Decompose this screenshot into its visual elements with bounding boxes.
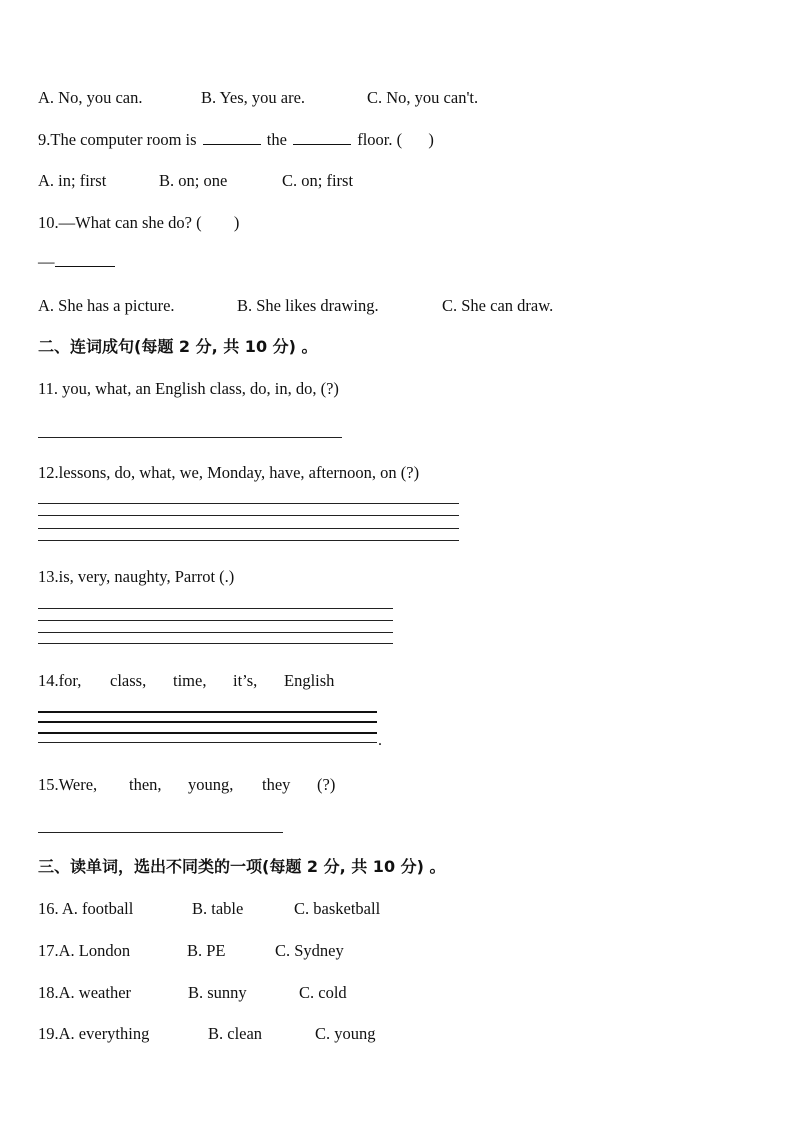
q10-blank[interactable] [55,252,115,267]
q14-word-5: English [284,671,335,690]
q12-answer-line-2[interactable] [38,515,459,516]
q9-blank-1[interactable] [203,130,261,145]
q10-response [38,252,115,272]
q19-option-c[interactable]: C. young [315,1024,376,1043]
q16-option-b[interactable]: B. table [192,899,244,918]
q18-option-c[interactable]: C. cold [299,983,347,1002]
q18-options [38,983,347,1003]
q14-words [38,671,335,691]
section-3-title: 三、读单词，选出不同类的一项(每题 2 分, 共 10 分) 。 [38,857,446,876]
q12-answer-line-4[interactable] [38,540,459,541]
q9-text-2: the [266,130,287,149]
q8-option-c[interactable]: C. No, you can't. [367,88,479,107]
q9-text-4: ) [428,130,434,149]
q13-answer-line-4[interactable] [38,643,393,644]
q11-text: 11. you, what, an English class, do, in, do, (?) [38,379,339,398]
q17-options [38,941,344,961]
q14-answer-line-3[interactable] [38,732,377,734]
q13-answer-line-1[interactable] [38,608,393,609]
q15-word-1: 15.Were, [38,775,98,794]
q15-words [38,775,336,795]
q8-option-b[interactable]: B. Yes, you are. [201,88,306,107]
q19-option-a[interactable]: 19.A. everything [38,1024,150,1043]
q17-option-c[interactable]: C. Sydney [275,941,344,960]
q15-answer-line[interactable] [38,832,283,833]
q8-options [38,88,479,108]
q10-close: ) [233,213,240,232]
q19-option-b[interactable]: B. clean [208,1024,263,1043]
q13-answer-line-2[interactable] [38,620,393,621]
q16-option-a[interactable]: 16. A. football [38,899,134,918]
q12-text: 12.lessons, do, what, we, Monday, have, afternoon, on (?) [38,463,420,482]
q14-word-1: 14.for, [38,671,82,690]
q9-text-1: 9.The computer room is [38,130,197,149]
q13-answer-line-3[interactable] [38,632,393,633]
q9-option-c[interactable]: C. on; first [282,171,354,190]
q14-answer-line-4[interactable] [38,742,377,743]
q9-option-a[interactable]: A. in; first [38,171,107,190]
q10-options [38,296,554,316]
q15-word-4: they [262,775,291,794]
q17-option-b[interactable]: B. PE [187,941,226,960]
q14-word-3: time, [173,671,207,690]
q10-option-b[interactable]: B. She likes drawing. [237,296,379,315]
q11-answer-line[interactable] [38,437,342,438]
q8-option-a[interactable]: A. No, you can. [38,88,143,107]
q19-options [38,1024,376,1044]
q16-options [38,899,381,919]
q9-option-b[interactable]: B. on; one [159,171,228,190]
q9-stem [38,130,434,150]
q14-period: . [378,732,382,749]
q14-word-4: it’s, [233,671,258,690]
q9-text-3: floor. ( [357,130,403,149]
q15-word-5: (?) [317,775,336,794]
q14-answer-line-1[interactable] [38,711,377,713]
q15-word-3: young, [188,775,234,794]
q10-dash: — [38,252,55,271]
q18-option-b[interactable]: B. sunny [188,983,247,1002]
q17-option-a[interactable]: 17.A. London [38,941,131,960]
q14-answer-line-2[interactable] [38,721,377,723]
section-2-title: 二、连词成句(每题 2 分, 共 10 分) 。 [38,337,318,356]
q9-blank-2[interactable] [293,130,351,145]
q16-option-c[interactable]: C. basketball [294,899,381,918]
q14-word-2: class, [110,671,147,690]
q13-text: 13.is, very, naughty, Parrot (.) [38,567,235,586]
q18-option-a[interactable]: 18.A. weather [38,983,132,1002]
q10-stem [38,213,239,233]
q12-answer-line-1[interactable] [38,503,459,504]
q9-options [38,171,354,191]
q15-word-2: then, [129,775,162,794]
q12-answer-line-3[interactable] [38,528,459,529]
q10-option-a[interactable]: A. She has a picture. [38,296,175,315]
q10-text: 10.—What can she do? ( [38,213,202,232]
q10-option-c[interactable]: C. She can draw. [442,296,554,315]
